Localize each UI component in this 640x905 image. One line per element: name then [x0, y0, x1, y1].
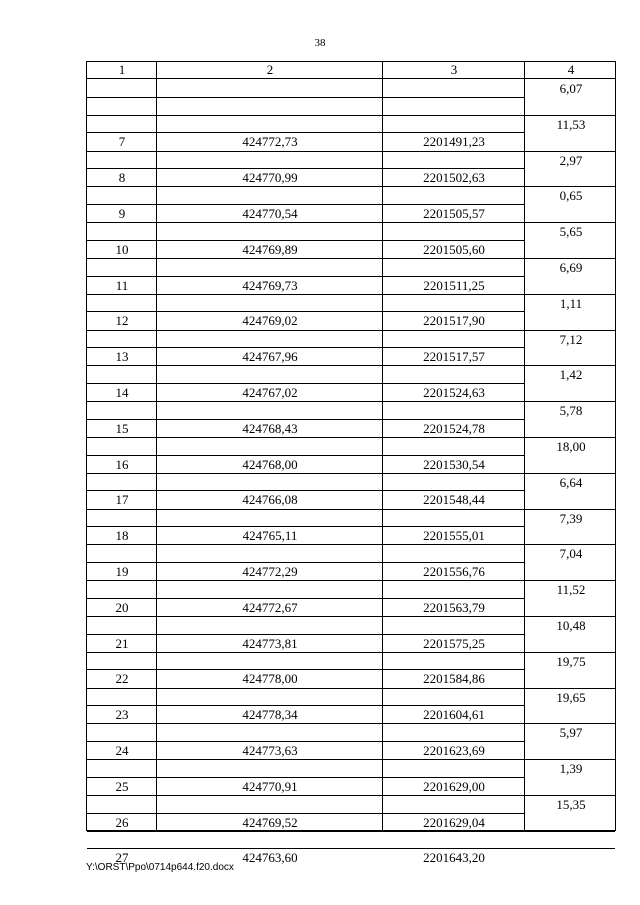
- x-coordinate-cell: 424773,63: [242, 743, 298, 758]
- x-coordinate-cell: 424769,02: [242, 313, 298, 328]
- x-coordinate-cell: 424765,11: [242, 528, 298, 543]
- distance-cell: 5,78: [559, 403, 583, 418]
- y-coordinate-cell: [383, 98, 525, 115]
- x-coordinate-cell: [157, 98, 383, 115]
- x-coordinate-cell: 424778,00: [242, 671, 298, 686]
- coordinates-table: [86, 61, 616, 865]
- point-number-cell: 17: [115, 492, 129, 507]
- point-number-cell: 27: [115, 850, 129, 865]
- x-coordinate-cell: 424767,96: [242, 349, 298, 364]
- point-number-cell: 11: [115, 278, 129, 293]
- point-number-cell: 19: [115, 564, 129, 579]
- point-number-cell: 8: [118, 170, 126, 185]
- y-coordinate-cell: 2201604,61: [423, 707, 485, 722]
- point-number-cell: 15: [115, 421, 129, 436]
- y-coordinate-cell: 2201517,90: [423, 313, 485, 328]
- x-coordinate-cell: 424766,08: [242, 492, 298, 507]
- y-coordinate-cell: 2201517,57: [423, 349, 485, 364]
- point-number-cell: 10: [115, 242, 129, 257]
- x-coordinate-cell: 424768,43: [242, 421, 298, 436]
- distance-cell: 0,65: [559, 188, 583, 203]
- x-coordinate-cell: 424770,99: [242, 170, 298, 185]
- y-coordinate-cell: 2201629,00: [423, 779, 485, 794]
- y-coordinate-cell: 2201563,79: [423, 600, 485, 615]
- x-coordinate-cell: 424772,67: [242, 600, 298, 615]
- point-number-cell: 24: [115, 743, 129, 758]
- y-coordinate-cell: 2201623,69: [423, 743, 485, 758]
- distance-cell: 1,39: [559, 761, 583, 776]
- x-coordinate-cell: 424769,52: [242, 815, 298, 830]
- y-coordinate-cell: 2201575,25: [423, 636, 485, 651]
- y-coordinate-cell: 2201548,44: [423, 492, 485, 507]
- distance-cell: 1,11: [559, 296, 583, 311]
- distance-cell: 7,04: [559, 546, 583, 561]
- point-number-cell: 21: [115, 636, 129, 651]
- point-number-cell: 26: [115, 815, 129, 830]
- y-coordinate-cell: 2201643,20: [423, 850, 485, 865]
- y-coordinate-cell: 2201505,57: [423, 206, 485, 221]
- x-coordinate-cell: 424772,29: [242, 564, 298, 579]
- point-number-cell: 18: [115, 528, 129, 543]
- y-coordinate-cell: 2201555,01: [423, 528, 485, 543]
- distance-cell: 1,42: [559, 367, 583, 382]
- point-number-cell: 13: [115, 349, 129, 364]
- y-coordinate-cell: 2201491,23: [423, 134, 485, 149]
- distance-cell: 5,65: [559, 224, 583, 239]
- distance-cell: 7,39: [559, 511, 583, 526]
- point-number-cell: 7: [118, 134, 126, 149]
- distance-cell: 5,97: [559, 725, 583, 740]
- point-number-cell: 9: [118, 206, 126, 221]
- distance-cell: 10,48: [556, 618, 586, 633]
- point-number-cell: [87, 98, 157, 115]
- y-coordinate-cell: 2201505,60: [423, 242, 485, 257]
- y-coordinate-cell: 2201629,04: [423, 815, 485, 830]
- point-number-cell: 22: [115, 671, 129, 686]
- y-coordinate-cell: 2201556,76: [423, 564, 485, 579]
- footer-file-path: Y:\ORST\Ppo\0714p644.f20.docx: [86, 862, 234, 873]
- x-coordinate-cell: 424767,02: [242, 385, 298, 400]
- x-coordinate-cell: 424769,73: [242, 278, 298, 293]
- table-grid: [86, 61, 616, 865]
- y-coordinate-cell: 2201502,63: [423, 170, 485, 185]
- point-number-cell: 12: [115, 313, 129, 328]
- distance-cell: 11,53: [556, 117, 586, 132]
- distance-cell: 6,64: [559, 475, 583, 490]
- header-cell-2: 2: [266, 62, 274, 77]
- page-number: 38: [314, 37, 326, 49]
- header-divider: [87, 78, 615, 79]
- x-coordinate-cell: 424773,81: [242, 636, 298, 651]
- x-coordinate-cell: 424778,34: [242, 707, 298, 722]
- distance-cell: 6,07: [559, 81, 583, 96]
- x-coordinate-cell: 424770,91: [242, 779, 298, 794]
- header-cell-4: 4: [567, 62, 575, 77]
- x-coordinate-cell: 424763,60: [242, 850, 298, 865]
- distance-cell: 11,52: [556, 582, 586, 597]
- point-number-cell: 23: [115, 707, 129, 722]
- header-cell-1: 1: [118, 62, 126, 77]
- x-coordinate-cell: 424772,73: [242, 134, 298, 149]
- distance-cell: [525, 832, 617, 849]
- distance-cell: 18,00: [556, 439, 586, 454]
- point-number-cell: 25: [115, 779, 129, 794]
- point-number-cell: 14: [115, 385, 129, 400]
- x-coordinate-cell: 424769,89: [242, 242, 298, 257]
- distance-cell: 19,75: [556, 654, 586, 669]
- y-coordinate-cell: 2201584,86: [423, 671, 485, 686]
- distance-cell: 7,12: [559, 332, 583, 347]
- y-coordinate-cell: 2201524,78: [423, 421, 485, 436]
- distance-cell: 19,65: [556, 690, 586, 705]
- point-number-cell: 16: [115, 457, 129, 472]
- header-cell-3: 3: [450, 62, 458, 77]
- x-coordinate-cell: 424768,00: [242, 457, 298, 472]
- y-coordinate-cell: 2201511,25: [423, 278, 485, 293]
- y-coordinate-cell: 2201530,54: [423, 457, 485, 472]
- x-coordinate-cell: 424770,54: [242, 206, 298, 221]
- distance-cell: 6,69: [559, 260, 583, 275]
- distance-cell: 2,97: [559, 153, 583, 168]
- distance-cell: 15,35: [556, 797, 586, 812]
- point-number-cell: 20: [115, 600, 129, 615]
- y-coordinate-cell: 2201524,63: [423, 385, 485, 400]
